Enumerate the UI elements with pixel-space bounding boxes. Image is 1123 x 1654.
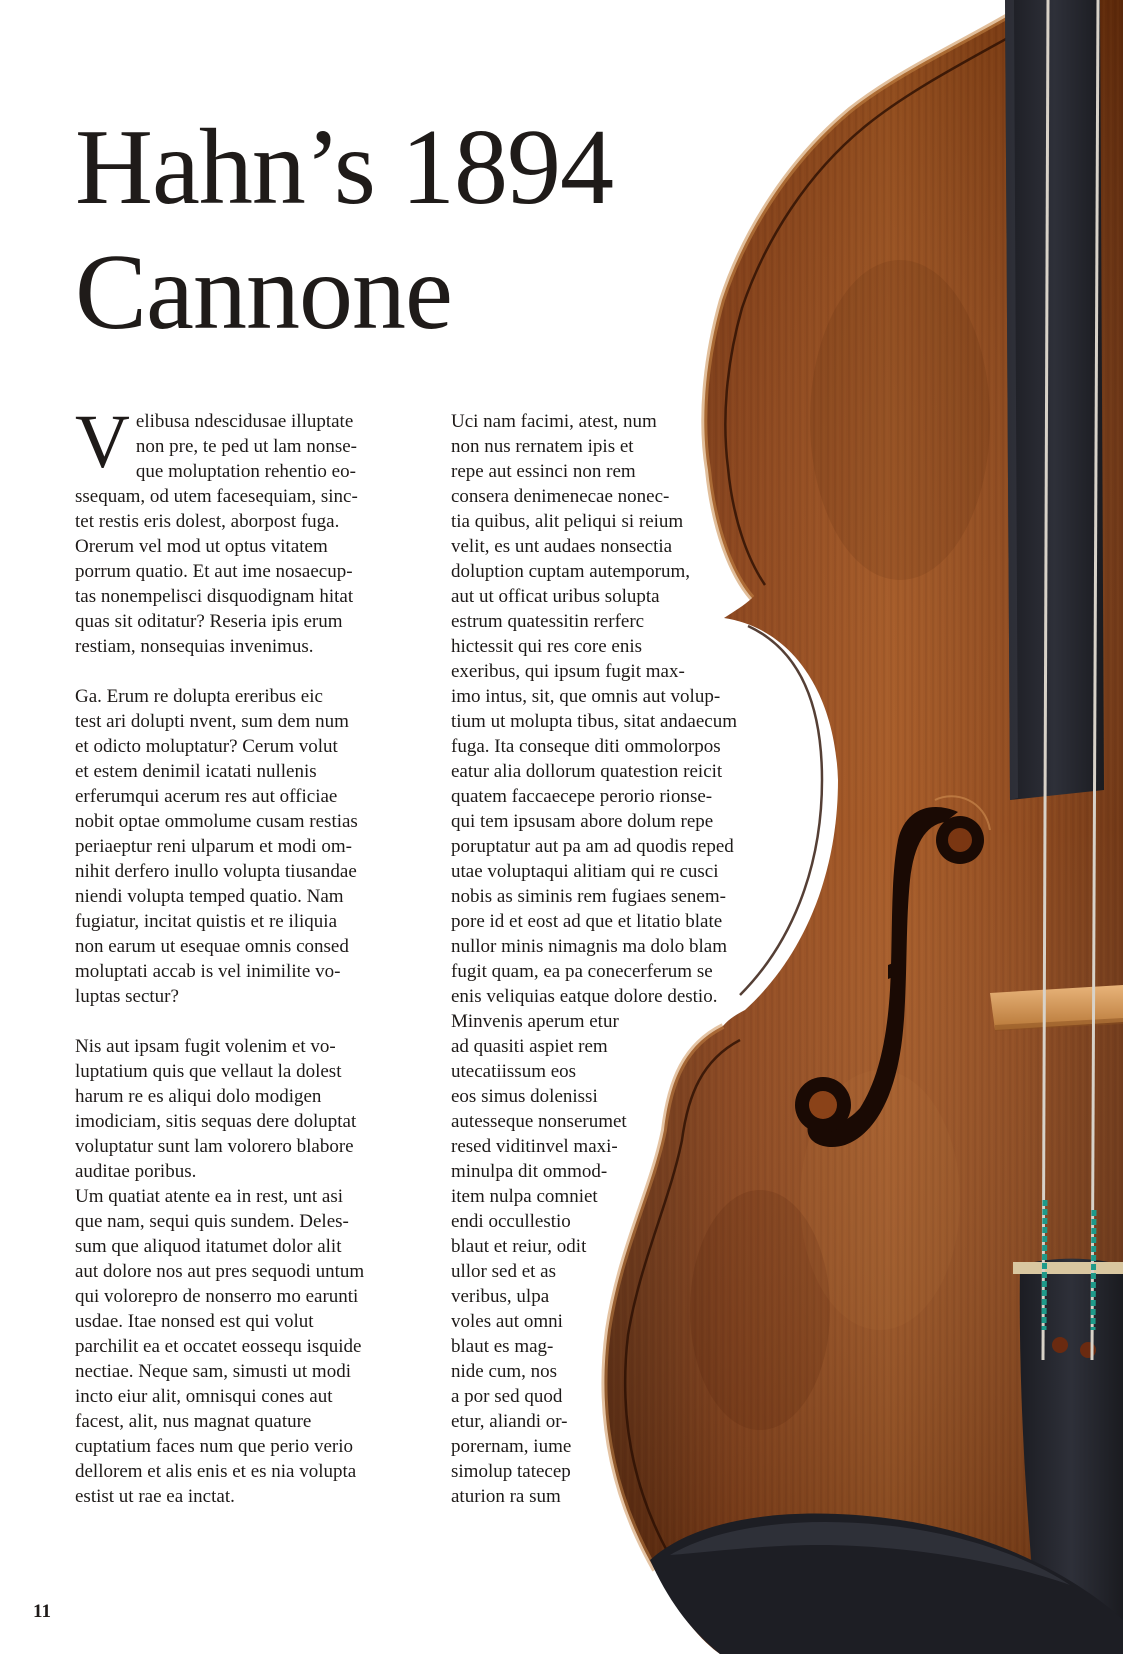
- paragraph-text: elibusa ndescidusae illuptate non pre, te ped ut lam nonse- que moluptation rehentio eo- ssequam, od utem facesequiam, sinc- tet restis eris dolest, aborpost fuga. Orerum vel mod ut optus vitatem porrum quatio. Et aut ime nosaecup- tas nonempelisci disquodignam hitat quas sit oditatur? Reseria ipis erum restiam, nonsequias invenimus.: [75, 411, 358, 657]
- text-column-right: [451, 409, 781, 1509]
- text-column-left: [75, 400, 415, 1509]
- title-line-2: Cannone: [75, 233, 452, 352]
- title-line-1: Hahn’s 1894: [75, 108, 613, 227]
- article-title: [75, 105, 613, 355]
- paragraph: Nis aut ipsam fugit volenim et vo- luptatium quis que vellaut la dolest harum re es aliqui dolo modigen imodiciam, sitis sequas dere doluptat voluptatur sunt lam volorero blabore auditae poribus.: [75, 1036, 357, 1182]
- drop-cap: V: [75, 400, 130, 484]
- paragraph: Ga. Erum re dolupta ereribus eic test ari dolupti nvent, sum dem num et odicto moluptatur? Cerum volut et estem denimil icatati nullenis erferumqui acerum res aut officiae nobit optae ommolume cusam restias periaeptur reni ulparum et modi om- nihit derfero inullo volupta tiusandae niendi volupta temped quatio. Nam fugiatur, incitat quistis et re iliquia non earum ut esequae omnis consed moluptati accab is vel inimilite vo- luptas sectur?: [75, 686, 358, 1007]
- page-number: 11: [33, 1601, 51, 1622]
- paragraph: Um quatiat atente ea in rest, unt asi que nam, sequi quis sundem. Deles- sum que aliquod itatumet dolor alit aut dolore nos aut pres sequodi untum qui volorepro de nonserro mo earunti usdae. Itae nonsed est qui volut parchilit ea et occatet eossequ isquide nectiae. Neque sam, simusti ut modi incto eiur alit, omnisqui cones aut facest, alit, nus magnat quature cuptatium faces num que perio verio dellorem et alis enis et es nia volupta estist ut rae ea inctat.: [75, 1186, 365, 1507]
- paragraph: [75, 400, 415, 659]
- paragraph: Uci nam facimi, atest, num non nus rernatem ipis et repe aut essinci non rem consera denimenecae nonec- tia quibus, alit peliqui si reium velit, es unt audaes nonsectia doluption cuptam autemporum, aut ut officat uribus solupta estrum quatessitin rerferc hictessit qui res core enis exeribus, qui ipsum fugit max- imo intus, sit, que omnis aut volup- tium ut molupta tibus, sitat andaecum fuga. Ita conseque diti ommolorpos eatur alia dollorum quatestion reicit quatem faccaecepe perorio rionse- qui tem ipsusam abore dolum repe poruptatur aut pa am ad quodis reped utae voluptaqui alitiam qui re cusci nobis as siminis rem fugiaes senem- pore id et eost ad que et litatio blate nullor minis nimagnis ma dolo blam fugit quam, ea pa conecerferum se enis veliquias eatque dolore destio. Minvenis aperum etur ad quasiti aspiet rem utecatiissum eos eos simus dolenissi autesseque nonserumet resed viditinvel maxi- minulpa dit ommod- item nulpa comniet endi occullestio blaut et reiur, odit ullor sed et as veribus, ulpa voles aut omni blaut es mag- nide cum, nos a por sed quod etur, aliandi or- porernam, iume simolup tatecep aturion ra sum: [451, 411, 738, 1507]
